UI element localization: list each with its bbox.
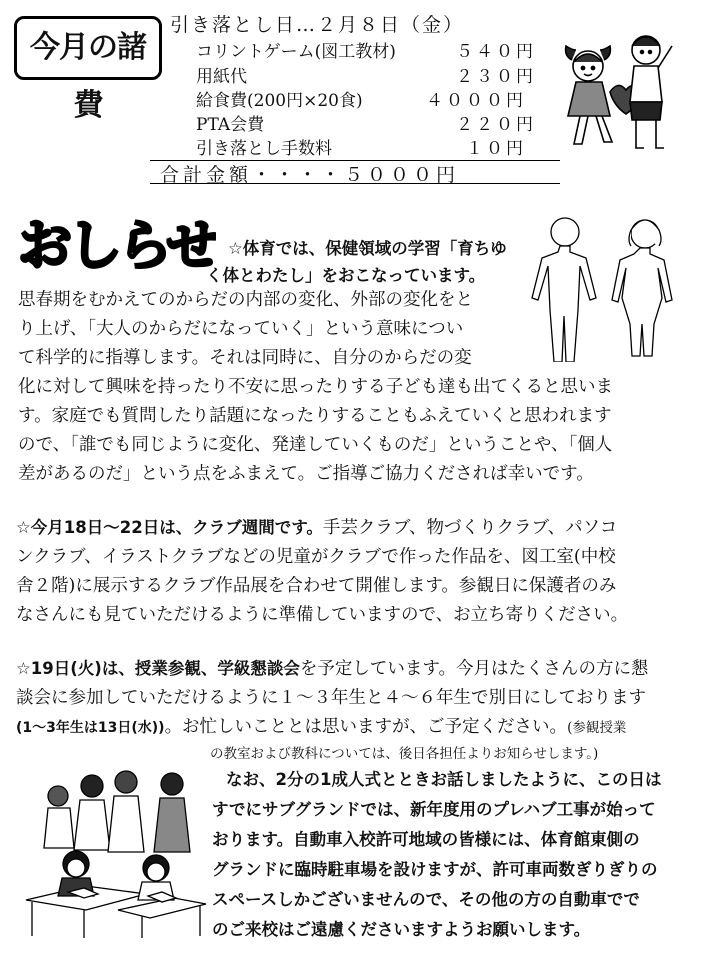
body-line: なお、2分の1成人式とときお話しましたように、この日は [226, 770, 662, 789]
body-line: スペースしかございませんので、その他の方の自動車でで [212, 890, 640, 909]
club-notice [16, 513, 686, 630]
total-rule [150, 183, 560, 184]
health-body [18, 286, 688, 489]
body-line: す。家庭でも質問したり話題になったりすることもふえていくと思われます [18, 406, 612, 426]
withdrawal-date: 引き落とし日…２月８日（金） [170, 14, 465, 36]
fee-amount: ２３０円 [456, 67, 536, 87]
body-line: 。お忙しいこととは思いますが、ご予定ください。 [164, 717, 568, 737]
body-line: すでにサブグランドでは、新年度用のプレハブ工事が始って [212, 800, 656, 819]
fee-amount: ５４０円 [456, 42, 536, 62]
children-valentine-illustration [558, 28, 676, 156]
fee-row [196, 89, 536, 113]
health-heading-1: ☆体育では、保健領域の学習「育ちゆ [228, 239, 507, 258]
fee-amount: １０円 [466, 139, 526, 159]
fee-name: 給食費(200円×20食) [196, 91, 363, 111]
body-line: 差があるのだ」という点をふまえて。ご指導ご協力くだされば幸いです。 [18, 464, 594, 484]
body-line: 舎２階)に展示するクラブ作品展を合わせて開催します。参観日に保護者のみ [16, 576, 617, 596]
visit-notice [16, 654, 686, 743]
fee-name: コリントゲーム(図工教材) [196, 42, 396, 62]
body-line: のご来校はご遠慮くださいますようお願いします。 [212, 920, 591, 939]
health-heading-2: く体とわたし」をおこなっています。 [206, 266, 486, 285]
body-line: り上げ、「大人のからだになっていく」という意味につい [18, 319, 464, 339]
notice-logo [16, 210, 216, 274]
body-line: 思春期をむかえてのからだの内部の変化、外部の変化をと [18, 290, 473, 310]
fee-name: 引き落とし手数料 [196, 139, 332, 159]
parking-notice [212, 765, 692, 945]
visit-small-note: (参観授業 [567, 720, 627, 736]
fee-row [196, 113, 536, 137]
body-line: 談会に参加していただけるように１～３年生と４～６年生で別日にしております [16, 688, 646, 708]
body-line: おります。自動車入校許可地域の皆様には、体育館東側の [212, 830, 640, 849]
fee-row [196, 40, 536, 64]
body-line: ンクラブ、イラストクラブなどの児童がクラブで作った作品を、図工室(中校 [16, 547, 616, 567]
fees-total: 合計金額・・・・５０００円 [160, 164, 460, 186]
fee-name: 用紙代 [196, 67, 247, 87]
body-line: 化に対して興味を持ったり不安に思ったりする子ども達も出てくると思いま [18, 377, 613, 397]
body-line: て科学的に指導します。それは同時に、自分のからだの変 [18, 348, 472, 368]
body-line: ので、「誰でも同じように変化、発達していくものだ」ということや、「個人 [18, 435, 613, 455]
fee-amount: ４０００円 [426, 91, 526, 111]
fee-row [196, 65, 536, 89]
fee-name: PTA会費 [196, 115, 265, 135]
fee-row [196, 137, 536, 161]
visit-grade-note: (1～3年生は13日(水)) [16, 720, 165, 736]
fees-title: 今月の諸費 [14, 16, 162, 80]
notice-logo-text: おしらせ [18, 214, 216, 274]
body-line: なさんにも見ていただけるように準備していますので、お立ち寄りください。 [16, 605, 629, 625]
visit-heading: ☆19日(火)は、授業参観、学級懇談会 [16, 659, 300, 678]
body-line: グランドに臨時駐車場を設けますが、許可車両数ぎりぎりの [212, 860, 658, 879]
body-line: 手芸クラブ、物づくりクラブ、パソコ [322, 518, 618, 538]
body-line: を予定しています。今月はたくさんの方に懇 [299, 659, 649, 679]
club-heading: ☆今月18日～22日は、クラブ週間です。 [16, 518, 323, 537]
classroom-visit-illustration [22, 760, 208, 940]
fee-amount: ２２０円 [456, 115, 536, 135]
visit-small-note: の教室および教科については、後日各担任よりお知らせします。) [210, 746, 599, 762]
